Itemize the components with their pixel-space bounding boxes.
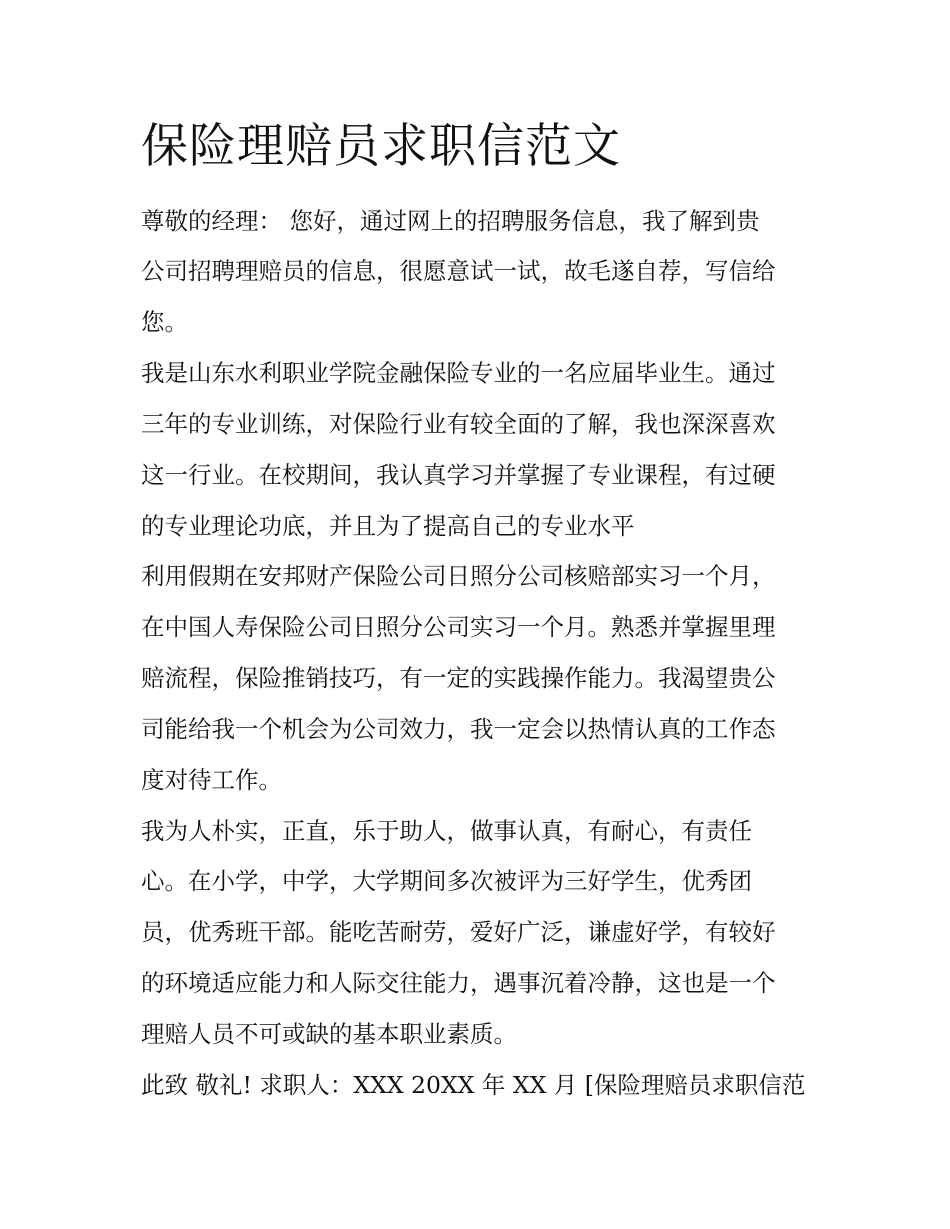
- document-title: 保险理赔员求职信范文: [141, 119, 621, 174]
- body-line-10: 赔流程，保险推销技巧，有一定的实践操作能力。我渴望贵公: [141, 664, 776, 692]
- body-line-3: 您。: [141, 308, 188, 336]
- body-line-5: 三年的专业训练，对保险行业有较全面的了解，我也深深喜欢: [141, 410, 776, 438]
- body-line-14: 心。在小学，中学，大学期间多次被评为三好学生，优秀团: [141, 867, 752, 895]
- body-line-15: 员，优秀班干部。能吃苦耐劳，爱好广泛，谦虚好学，有较好: [141, 918, 776, 946]
- body-line-8: 利用假期在安邦财产保险公司日照分公司核赔部实习一个月，: [141, 562, 776, 590]
- body-line-6: 这一行业。在校期间，我认真学习并掌握了专业课程，有过硬: [141, 461, 776, 489]
- body-line-1: 尊敬的经理： 您好，通过网上的招聘服务信息，我了解到贵: [141, 207, 760, 235]
- body-line-7: 的专业理论功底，并且为了提高自己的专业水平: [141, 512, 635, 540]
- body-line-17: 理赔人员不可或缺的基本职业素质。: [141, 1020, 517, 1048]
- closing-line: 此致 敬礼! 求职人：XXX 20XX 年 XX 月 [保险理赔员求职信范: [141, 1071, 806, 1099]
- body-line-13: 我为人朴实，正直，乐于助人，做事认真，有耐心，有责任: [141, 817, 752, 845]
- body-line-16: 的环境适应能力和人际交往能力，遇事沉着冷静，这也是一个: [141, 969, 776, 997]
- body-line-11: 司能给我一个机会为公司效力，我一定会以热情认真的工作态: [141, 715, 776, 743]
- body-line-9: 在中国人寿保险公司日照分公司实习一个月。熟悉并掌握里理: [141, 613, 776, 641]
- body-line-2: 公司招聘理赔员的信息，很愿意试一试，故毛遂自荐，写信给: [141, 257, 776, 285]
- body-line-12: 度对待工作。: [141, 766, 282, 794]
- body-line-4: 我是山东水利职业学院金融保险专业的一名应届毕业生。通过: [141, 359, 776, 387]
